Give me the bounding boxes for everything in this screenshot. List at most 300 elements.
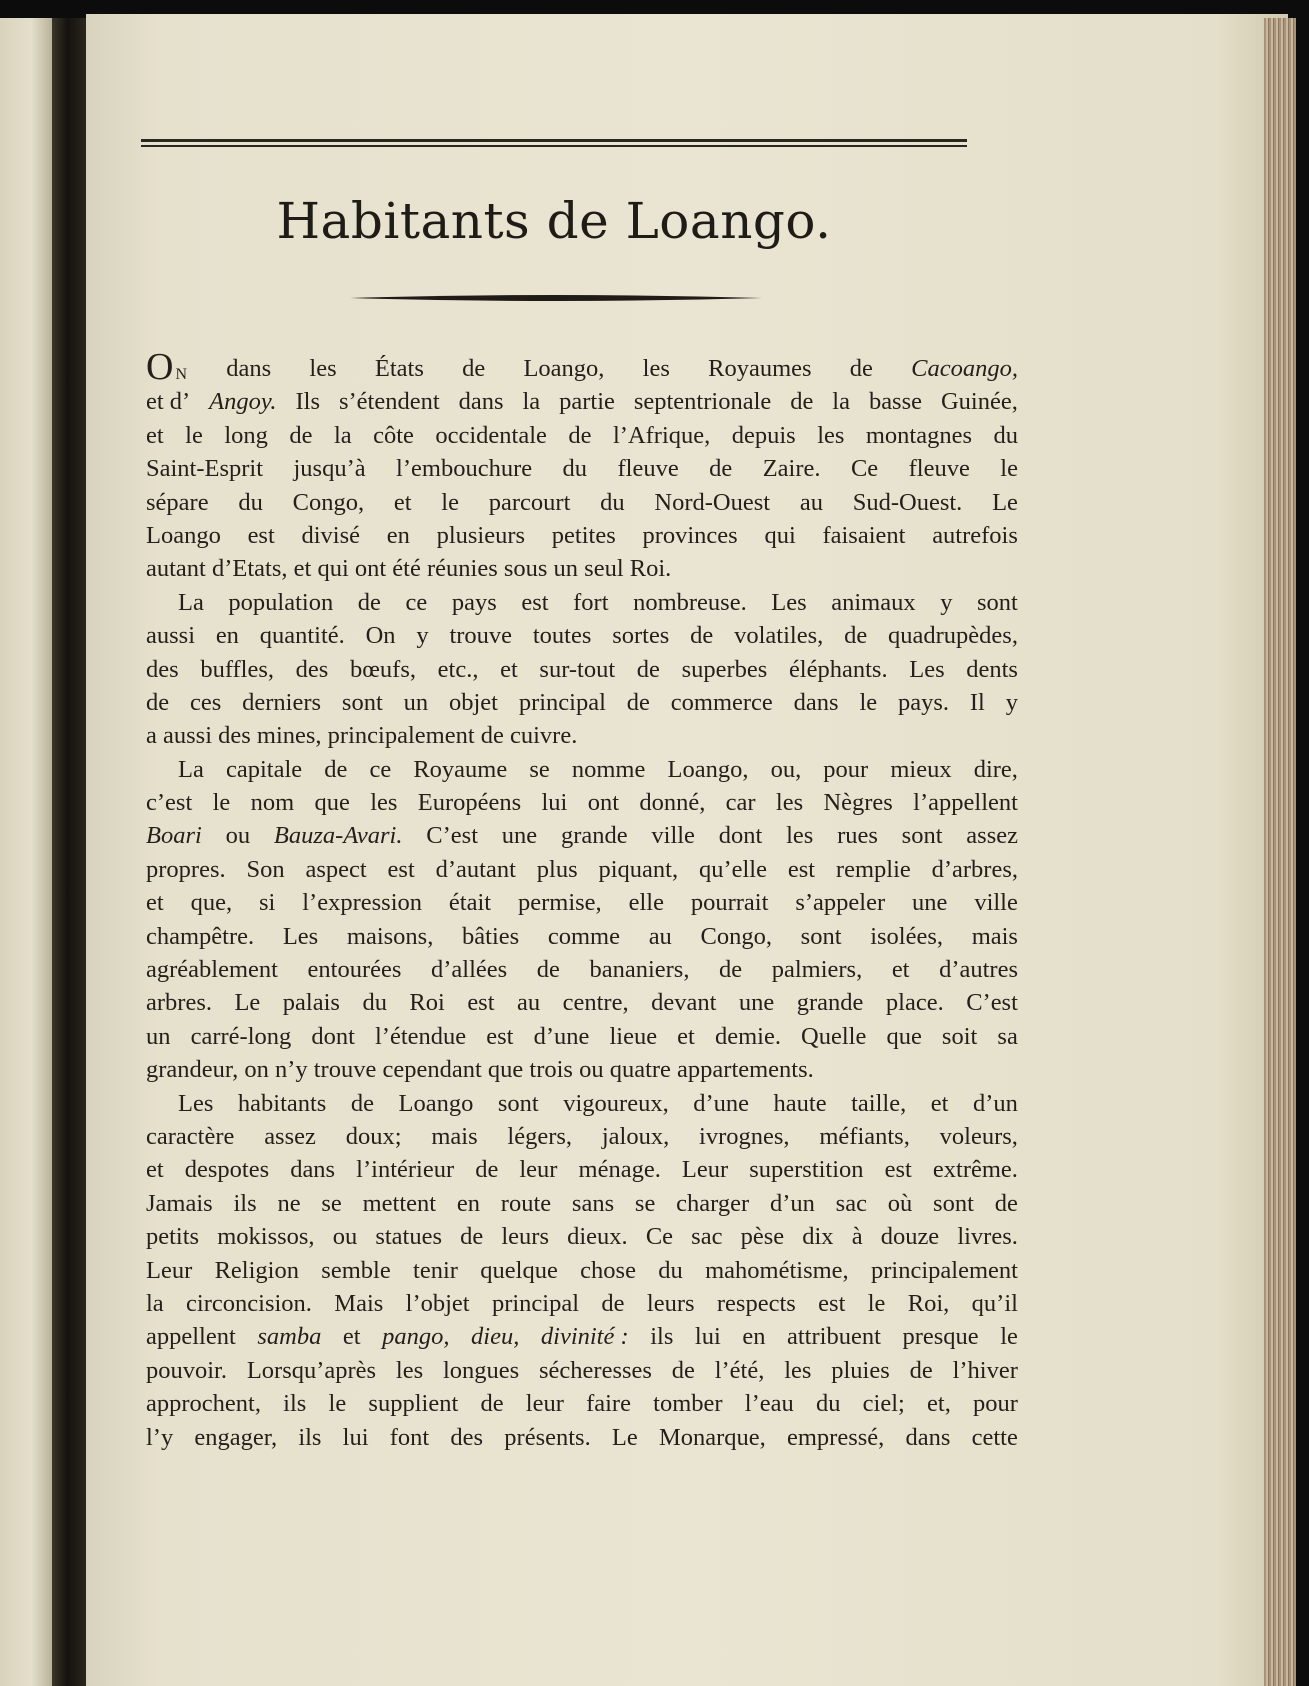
word: carré-long	[190, 1022, 292, 1050]
word: dire,	[973, 755, 1018, 783]
word: ou	[332, 1223, 358, 1251]
word: dieu,	[471, 1323, 520, 1351]
word: palais	[282, 989, 340, 1017]
word: sont	[901, 822, 943, 850]
word: petites	[551, 521, 616, 549]
word: assez	[966, 822, 1018, 850]
word: sortes	[612, 622, 670, 650]
word: pour	[823, 755, 869, 783]
word: Roi	[409, 989, 445, 1017]
word: qu’il	[971, 1289, 1018, 1317]
word: le	[1000, 1323, 1018, 1351]
word: Zaire.	[762, 455, 821, 483]
word: sans	[571, 1189, 615, 1217]
word: taille,	[851, 1089, 907, 1117]
word: animaux	[831, 588, 916, 616]
word: presque	[902, 1323, 979, 1351]
word: mettent	[362, 1189, 437, 1217]
word: de	[844, 622, 868, 650]
word: de	[790, 388, 814, 416]
word: grandeur, on n’y trouve cependant que trois ou quatre appartements.	[146, 1056, 814, 1084]
word: est	[387, 855, 415, 883]
word: le	[859, 688, 878, 716]
word: place.	[885, 989, 944, 1017]
text-line	[146, 552, 1018, 585]
word: fort	[573, 588, 609, 616]
word: en	[456, 1189, 480, 1217]
word: palmiers,	[771, 956, 863, 984]
word: au	[648, 922, 672, 950]
word: Leur	[681, 1156, 729, 1184]
word: permise,	[517, 889, 602, 917]
word: les	[775, 789, 804, 817]
word: légers,	[507, 1122, 573, 1150]
text-line	[146, 1254, 1018, 1287]
word: leur	[519, 1156, 558, 1184]
word: a aussi des mines, principalement de cuivre.	[146, 722, 578, 750]
word: autrefois	[932, 521, 1018, 549]
word: superbes	[681, 655, 768, 683]
word: Lorsqu’après	[246, 1356, 377, 1384]
word: propres.	[146, 855, 226, 883]
word: de	[690, 622, 714, 650]
word: qui	[764, 521, 796, 549]
word: à	[851, 1223, 863, 1251]
word: charger	[676, 1189, 750, 1217]
word: trouve	[449, 622, 513, 650]
word: dans	[905, 1423, 951, 1451]
word: isolées,	[870, 922, 943, 950]
word: haute	[773, 1089, 827, 1117]
word: mahométisme,	[705, 1256, 849, 1284]
word: provinces	[642, 521, 738, 549]
word: empressé,	[787, 1423, 885, 1451]
word: un	[146, 1022, 171, 1050]
word: Ce	[645, 1223, 674, 1251]
word: au	[799, 488, 823, 516]
word: en	[215, 622, 239, 650]
text-line	[146, 486, 1018, 519]
word: principal	[491, 1289, 580, 1317]
word: de	[350, 1089, 374, 1117]
word: Cacoango,	[911, 355, 1018, 382]
word: en	[742, 1323, 766, 1351]
word: population	[228, 588, 334, 616]
word: C’est	[426, 822, 478, 850]
word: et	[146, 421, 164, 449]
word: pluies	[831, 1356, 890, 1384]
word: dieux.	[567, 1223, 628, 1251]
word: que,	[190, 889, 233, 917]
word: fleuve	[617, 455, 679, 483]
word: les	[786, 822, 814, 850]
word: Loango	[398, 1089, 474, 1117]
word: une	[912, 889, 948, 917]
body-text	[146, 346, 1018, 1454]
word: volatiles,	[734, 622, 824, 650]
word: Congo,	[700, 922, 772, 950]
word: toutes	[532, 622, 592, 650]
word: l’objet	[405, 1289, 470, 1317]
word: Jamais	[146, 1189, 213, 1217]
text-line	[146, 786, 1018, 819]
text-line	[146, 586, 1018, 619]
word: du	[993, 421, 1018, 449]
word: buffles,	[200, 655, 275, 683]
word: douze	[880, 1223, 940, 1251]
word: est	[247, 521, 275, 549]
word: de	[601, 1289, 625, 1317]
word: basse	[868, 388, 923, 416]
word: quadrupèdes,	[888, 622, 1018, 650]
word: font	[389, 1423, 430, 1451]
word: tomber	[653, 1390, 723, 1418]
drop-cap: O	[146, 346, 174, 388]
word: sont	[497, 1089, 539, 1117]
text-line	[146, 1087, 1018, 1120]
word: Quelle	[801, 1022, 867, 1050]
word: de	[324, 755, 348, 783]
word: La	[178, 755, 204, 783]
word: bœufs,	[349, 655, 416, 683]
word: sont	[933, 1189, 974, 1217]
word: les	[395, 1356, 424, 1384]
word: plus	[536, 855, 578, 883]
word: comme	[547, 922, 620, 950]
word: côte	[373, 421, 414, 449]
word: y	[1005, 688, 1018, 716]
word: de	[626, 688, 650, 716]
word: se	[321, 1189, 342, 1217]
word: et,	[927, 1390, 951, 1418]
word: assez	[264, 1122, 316, 1150]
word: est	[486, 1022, 514, 1050]
word: Loango,	[667, 755, 749, 783]
word: attribuent	[787, 1323, 881, 1351]
word: Roi,	[907, 1289, 950, 1317]
word: sa	[997, 1022, 1018, 1050]
word: donné,	[639, 789, 706, 817]
word: du	[658, 1256, 683, 1284]
word: si	[259, 889, 276, 917]
word: de	[849, 355, 873, 382]
word: nombreuse.	[633, 588, 747, 616]
word: principal	[518, 688, 606, 716]
word: le	[867, 1289, 886, 1317]
word: une	[501, 822, 538, 850]
text-line	[146, 1320, 1018, 1353]
word: caractère	[146, 1122, 235, 1150]
word: présents.	[504, 1423, 591, 1451]
word: pays.	[897, 688, 950, 716]
word: approchent,	[146, 1390, 261, 1418]
text-line	[146, 346, 1018, 388]
word: le	[212, 789, 231, 817]
word: ces	[189, 688, 222, 716]
book-gutter	[52, 18, 86, 1686]
word: leur	[525, 1390, 564, 1418]
word: l’appellent	[913, 789, 1018, 817]
word: agréablement	[146, 956, 278, 984]
word: qu’elle	[698, 855, 767, 883]
word: que	[314, 789, 350, 817]
word: pour	[973, 1390, 1018, 1418]
word: nomme	[571, 755, 646, 783]
word: lieue	[609, 1022, 658, 1050]
word: supplient	[368, 1390, 459, 1418]
word: leurs	[646, 1289, 695, 1317]
word: l’hiver	[952, 1356, 1018, 1384]
word: l’embouchure	[396, 455, 533, 483]
text-line	[146, 419, 1018, 452]
word: entourées	[307, 956, 402, 984]
word: dans	[226, 355, 272, 382]
word: de	[719, 956, 743, 984]
page-title: Habitants de Loango.	[276, 192, 832, 250]
word: le	[328, 1390, 347, 1418]
word: de	[536, 956, 560, 984]
word: bananiers,	[589, 956, 690, 984]
word: voleurs,	[939, 1122, 1018, 1150]
word: est	[884, 1156, 912, 1184]
word: Son	[246, 855, 285, 883]
word: depuis	[731, 421, 796, 449]
word: jusqu’à	[293, 455, 366, 483]
word: d’un	[972, 1089, 1018, 1117]
text-line	[146, 1421, 1018, 1454]
word: vigoureux,	[563, 1089, 669, 1117]
word: du	[562, 455, 588, 483]
word: ils	[283, 1390, 307, 1418]
text-line	[146, 619, 1018, 652]
word: pèse	[740, 1223, 785, 1251]
word: sont	[800, 922, 842, 950]
word: où	[887, 1189, 913, 1217]
word: semble	[321, 1256, 391, 1284]
word: Nègres	[823, 789, 893, 817]
word: le	[1000, 455, 1018, 483]
word: aussi	[146, 622, 195, 650]
word: sépare	[146, 488, 209, 516]
word: est	[521, 588, 549, 616]
word: de	[568, 421, 592, 449]
text-line	[146, 1187, 1018, 1220]
word: de	[909, 1356, 933, 1384]
word: Il	[969, 688, 985, 716]
word: dix	[802, 1223, 834, 1251]
word: dans	[458, 388, 504, 416]
word: est	[787, 855, 816, 883]
word: et	[393, 488, 412, 516]
word: montagnes	[865, 421, 973, 449]
word: rues	[837, 822, 878, 850]
word: pouvoir.	[146, 1356, 227, 1384]
text-line	[146, 853, 1018, 886]
word: d’une	[533, 1022, 590, 1050]
ornamental-swell-rule	[350, 293, 762, 303]
word: Le	[992, 488, 1018, 516]
word: la	[333, 421, 352, 449]
word: y	[416, 622, 429, 650]
text-line	[146, 953, 1018, 986]
word: et	[146, 889, 164, 917]
word: les	[370, 789, 398, 817]
word: despotes	[184, 1156, 270, 1184]
word: Les	[282, 922, 319, 950]
word: car	[725, 789, 756, 817]
word: lui	[694, 1323, 721, 1351]
word: Religion	[214, 1256, 299, 1284]
word: l’expression	[302, 889, 422, 917]
word: Le	[611, 1423, 638, 1451]
word: États	[374, 355, 424, 382]
text-line	[146, 653, 1018, 686]
text-line	[146, 1287, 1018, 1320]
word: d’arbres,	[931, 855, 1018, 883]
text-line	[146, 886, 1018, 919]
word: la	[522, 388, 541, 416]
word: doux;	[345, 1122, 402, 1150]
word: ménage.	[578, 1156, 661, 1184]
word: Monarque,	[658, 1423, 766, 1451]
word: Loango,	[523, 355, 605, 382]
word: Bauza-Avari.	[273, 822, 403, 850]
word: Les	[771, 588, 807, 616]
word: sac	[835, 1189, 867, 1217]
word: les	[817, 421, 845, 449]
word: faisaient	[822, 521, 906, 549]
word: Congo,	[292, 488, 365, 516]
text-line	[146, 1120, 1018, 1153]
word: mokissos,	[217, 1223, 315, 1251]
word: pays	[451, 588, 497, 616]
word: se	[634, 1189, 656, 1217]
word: que	[886, 1022, 922, 1050]
word: Leur	[146, 1256, 193, 1284]
word: ils	[233, 1189, 257, 1217]
word: les	[784, 1356, 812, 1384]
word: l’Afrique,	[612, 421, 711, 449]
word: et	[891, 956, 910, 984]
word: est	[818, 1289, 846, 1317]
word: demie.	[714, 1022, 781, 1050]
word: respects	[716, 1289, 796, 1317]
word: s’étendent	[338, 388, 440, 416]
word: de	[994, 1189, 1018, 1217]
word: dents	[966, 655, 1018, 683]
word: d’autres	[939, 956, 1018, 984]
word: sécheresses	[539, 1356, 652, 1384]
word: nom	[250, 789, 295, 817]
word: des	[295, 655, 329, 683]
word: Le	[234, 989, 261, 1017]
text-line	[146, 1387, 1018, 1420]
word: l’étendue	[375, 1022, 467, 1050]
word: et d’	[146, 388, 191, 416]
word: faire	[586, 1390, 631, 1418]
word: ils	[650, 1323, 674, 1351]
word: de	[460, 1223, 484, 1251]
word: ou	[225, 822, 251, 850]
word: On	[365, 622, 396, 650]
word: autant d’Etats, et qui ont été réunies sous un seul Roi.	[146, 555, 672, 583]
word: O N	[146, 346, 189, 388]
word: Boari	[146, 822, 202, 850]
text-line	[146, 1354, 1018, 1387]
word: habitants	[237, 1089, 327, 1117]
word: dont	[718, 822, 763, 850]
word: engager,	[194, 1423, 278, 1451]
word: C’est	[966, 989, 1018, 1017]
page-block-edge	[1264, 18, 1296, 1686]
word: dans	[290, 1156, 336, 1184]
text-line	[146, 719, 1018, 752]
word: Guinée,	[940, 388, 1018, 416]
facing-page-edge	[0, 18, 52, 1686]
word: l’y	[146, 1423, 174, 1451]
word: tenir	[413, 1256, 458, 1284]
word: Saint-Esprit	[146, 455, 264, 483]
word: de	[462, 355, 486, 382]
word: aspect	[305, 855, 367, 883]
word: et	[146, 1156, 164, 1184]
word: de	[671, 1356, 695, 1384]
word: leurs	[501, 1223, 549, 1251]
word: elle	[628, 889, 664, 917]
text-line	[146, 920, 1018, 953]
word: de	[709, 455, 733, 483]
word: Nord-Ouest	[654, 488, 771, 516]
word: La	[178, 588, 204, 616]
word: samba	[257, 1323, 322, 1351]
word: mais	[431, 1122, 478, 1150]
word: l’été,	[714, 1356, 765, 1384]
word: maisons,	[346, 922, 434, 950]
word: devant	[651, 989, 717, 1017]
word: mais	[971, 922, 1018, 950]
word: pango,	[382, 1323, 450, 1351]
text-line	[146, 819, 1018, 852]
word: quelque	[480, 1256, 558, 1284]
word: l’intérieur	[356, 1156, 455, 1184]
text-line	[146, 986, 1018, 1019]
word: s’appeler	[795, 889, 886, 917]
word: grande	[796, 989, 864, 1017]
word: chose	[580, 1256, 636, 1284]
word: Les	[909, 655, 945, 683]
word: Angoy.	[209, 388, 277, 416]
word: les	[309, 355, 337, 382]
word: appellent	[146, 1323, 236, 1351]
word: de	[636, 655, 660, 683]
word: commerce	[670, 688, 773, 716]
word: remplie	[835, 855, 911, 883]
word: Ils	[295, 388, 320, 416]
word: et	[342, 1323, 361, 1351]
word: ville	[651, 822, 695, 850]
word: ciel;	[862, 1390, 905, 1418]
word: était	[448, 889, 492, 917]
word: d’un	[769, 1189, 815, 1217]
word: piquant,	[598, 855, 679, 883]
word: Les	[178, 1089, 214, 1117]
word: en	[386, 521, 410, 549]
word: Mais	[334, 1289, 384, 1317]
word: et	[500, 655, 518, 683]
word: du	[815, 1390, 841, 1418]
word: Européens	[417, 789, 522, 817]
word: Sud-Ouest.	[852, 488, 963, 516]
